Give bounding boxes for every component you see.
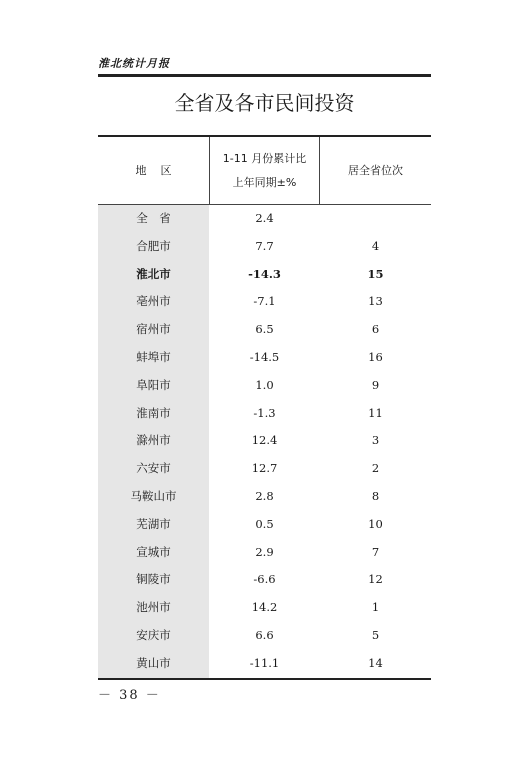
rank-cell: 12 [368, 572, 383, 587]
table-row [98, 650, 431, 678]
table-row [98, 483, 431, 511]
growth-cell: 12.4 [251, 433, 278, 448]
growth-cell: 14.2 [251, 600, 278, 615]
table-row [98, 400, 431, 428]
header-region: 地区 [135, 163, 186, 177]
region-cell: 安庆市 [136, 627, 171, 642]
rank-cell: 9 [371, 377, 380, 392]
region-cell: 马鞍山市 [130, 488, 177, 503]
growth-cell: 6.5 [255, 322, 274, 337]
region-cell: 池州市 [136, 600, 171, 615]
region-cell: 亳州市 [136, 294, 171, 309]
growth-cell: 2.8 [255, 488, 274, 503]
rank-cell: 13 [368, 294, 383, 309]
region-cell: 阜阳市 [136, 377, 171, 392]
rank-cell [320, 205, 431, 233]
growth-cell: -11.1 [249, 655, 280, 670]
growth-cell: -14.5 [249, 349, 280, 364]
rank-cell: 5 [371, 627, 380, 642]
rank-cell: 15 [367, 266, 384, 281]
table-row [98, 344, 431, 372]
header-rule [98, 74, 431, 77]
region-cell: 全 省 [136, 211, 171, 225]
table-row [98, 594, 431, 622]
table-row [98, 288, 431, 316]
table-row [98, 205, 431, 233]
table-bottom-rule [98, 678, 431, 680]
region-cell: 宣城市 [136, 544, 171, 559]
rank-cell: 8 [371, 488, 380, 503]
growth-cell: 0.5 [255, 516, 274, 531]
page-number: － 38 － [98, 688, 161, 703]
table-row [98, 539, 431, 567]
rank-cell: 7 [371, 544, 380, 559]
growth-cell: -1.3 [253, 405, 276, 420]
table-row [98, 455, 431, 483]
region-cell: 宿州市 [136, 322, 171, 337]
rank-cell: 14 [368, 655, 383, 670]
table-body [98, 205, 431, 678]
header-growth-line1: 1-11 月份累计比 [222, 151, 307, 165]
region-cell: 滁州市 [136, 433, 171, 448]
growth-cell: 1.0 [255, 377, 274, 392]
table-row-highlighted [98, 261, 431, 289]
region-cell: 芜湖市 [136, 516, 171, 531]
region-cell: 铜陵市 [136, 572, 171, 587]
growth-cell: 6.6 [255, 627, 274, 642]
growth-cell: 7.7 [255, 238, 274, 253]
rank-cell: 4 [371, 238, 380, 253]
table-row [98, 372, 431, 400]
growth-cell: 2.4 [255, 211, 274, 225]
table-row [98, 427, 431, 455]
header-growth-line2: 上年同期±% [232, 175, 297, 189]
region-cell: 淮南市 [136, 405, 171, 420]
table-row [98, 622, 431, 650]
header-rank: 居全省位次 [348, 163, 403, 177]
journal-name: 淮北统计月报 [98, 57, 170, 70]
table-row [98, 316, 431, 344]
region-cell: 六安市 [136, 461, 171, 476]
rank-cell: 3 [371, 433, 380, 448]
header-growth [210, 137, 319, 204]
growth-cell: -6.6 [253, 572, 276, 587]
growth-cell: -14.3 [248, 266, 281, 281]
growth-cell: -7.1 [253, 294, 276, 309]
rank-cell: 6 [371, 322, 380, 337]
rank-cell: 1 [371, 600, 380, 615]
growth-cell: 2.9 [255, 544, 274, 559]
region-cell: 蚌埠市 [136, 349, 171, 364]
page-title: 全省及各市民间投资 [174, 91, 355, 115]
table-row [98, 233, 431, 261]
rank-cell: 2 [371, 461, 380, 476]
rank-cell: 10 [368, 516, 383, 531]
region-cell: 淮北市 [136, 266, 171, 281]
region-cell: 合肥市 [136, 238, 171, 253]
growth-cell: 12.7 [251, 461, 278, 476]
rank-cell: 11 [368, 405, 383, 420]
region-cell: 黄山市 [136, 655, 171, 670]
rank-cell: 16 [368, 349, 383, 364]
table-row [98, 566, 431, 594]
table-row [98, 511, 431, 539]
